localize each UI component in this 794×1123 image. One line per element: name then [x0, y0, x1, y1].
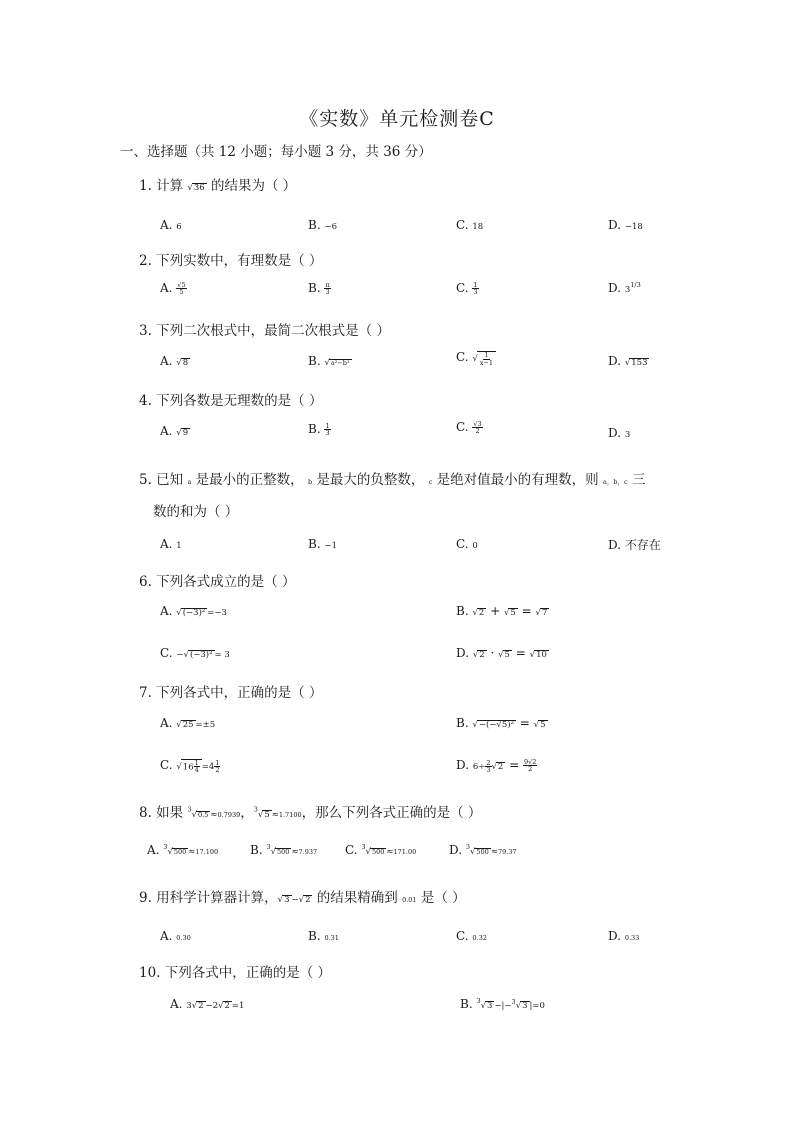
q2-option-d: D. $3^{1/3}$	[608, 281, 641, 295]
q2-option-a: A. $\frac{√5}{5}$	[160, 280, 186, 296]
q10-option-b: B. $^3$√3 −|−$^3$√3 |=0	[460, 997, 545, 1011]
q7-option-a: A. √25 =±5	[160, 716, 216, 730]
q1-option-a: A. 6	[160, 218, 182, 232]
q7-option-d: D. 6÷ $\frac{2}{3}$ √2 = $\frac{9√2}{2}$	[456, 757, 537, 774]
q3-option-a: A. √8	[160, 354, 189, 368]
q2-option-b: B. $\frac{\pi}{3}$	[308, 280, 330, 296]
question-2-stem: 2. 下列实数中，有理数是（ ）	[139, 253, 323, 269]
q6-option-b: B. √2 + √5 = √7	[456, 604, 548, 618]
q8-option-a: A. $^3$√500 ≈17.100	[147, 843, 219, 857]
q2-option-c: C. $\frac{1}{3}$	[456, 280, 478, 296]
question-7-stem: 7. 下列各式中，正确的是（ ）	[139, 685, 323, 701]
q5-option-c: C. 0	[456, 537, 478, 551]
question-5-stem-line1: 5. 已知 a 是最小的正整数， b 是最大的负整数， c 是绝对值最小的有理数，则 a，b，c 三	[139, 472, 646, 488]
q7-option-c: C. √16 $\frac{1}{4}$ =4 $\frac{1}{2}$	[160, 758, 220, 774]
q3-option-c: C. √ $\frac{1}{x-1}$	[456, 350, 496, 366]
q5-option-d: D. 不存在	[608, 538, 661, 552]
q9-option-b: B. 0.31	[308, 929, 339, 943]
q6-option-a: A. √(−3)² =−3	[160, 604, 227, 618]
q5-option-b: B. −1	[308, 537, 337, 551]
q4-option-b: B. $\frac{1}{3}$	[308, 421, 330, 437]
q6-option-c: C. −√(−3)² = 3	[160, 646, 230, 660]
q1-option-b: B. −6	[308, 218, 337, 232]
question-8-stem: 8. 如果 $^3$√0.5 ≈0.7939，$^3$√5 ≈1.7100，那么下列各式正确的是（ ）	[139, 805, 482, 821]
q10-option-a: A. 3√2 −2√2 =1	[170, 997, 245, 1011]
question-6-stem: 6. 下列各式成立的是（ ）	[139, 574, 296, 590]
question-3-stem: 3. 下列二次根式中，最简二次根式是（ ）	[139, 323, 390, 339]
q3-option-d: D. √153	[608, 354, 648, 368]
q6-option-d: D. √2 · √5 = √10	[456, 646, 547, 660]
q9-option-c: C. 0.32	[456, 929, 487, 943]
q4-option-c: C. $\frac{√3}{2}$	[456, 419, 482, 435]
question-10-stem: 10. 下列各式中，正确的是（ ）	[139, 965, 332, 981]
q4-option-d: D. 3	[608, 426, 631, 440]
question-9-stem: 9. 用科学计算器计算，√3 −√2 的结果精确到 0.01 是（ ）	[139, 890, 466, 906]
q4-option-a: A. √9	[160, 424, 189, 438]
question-1-stem: 1. 计算 √36 的结果为（ ）	[139, 178, 297, 194]
q1-option-c: C. 18	[456, 218, 484, 232]
question-4-stem: 4. 下列各数是无理数的是（ ）	[139, 393, 323, 409]
q3-option-b: B. √a²−b²	[308, 354, 350, 368]
page-title: 《实数》单元检测卷C	[299, 108, 495, 130]
q8-option-b: B. $^3$√500 ≈7.937	[250, 843, 318, 857]
q5-option-a: A. 1	[160, 537, 182, 551]
question-5-stem-line2: 数的和为（ ）	[153, 504, 239, 520]
q9-option-d: D. 0.33	[608, 929, 640, 943]
q8-option-d: D. $^3$√500 ≈79.37	[449, 843, 517, 857]
q1-option-d: D. −18	[608, 218, 643, 232]
q7-option-b: B. √−(−√5)² = √5	[456, 716, 546, 730]
q9-option-a: A. 0.30	[160, 929, 191, 943]
section-heading: 一、选择题（共 12 小题；每小题 3 分，共 36 分）	[120, 144, 432, 160]
q8-option-c: C. $^3$√500 ≈171.00	[345, 843, 417, 857]
